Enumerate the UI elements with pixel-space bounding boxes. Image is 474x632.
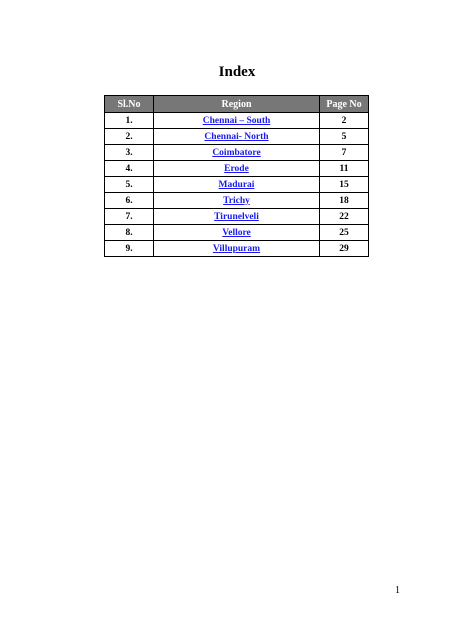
row-region-cell (154, 113, 320, 129)
row-page-no: 18 (320, 193, 369, 209)
row-page-no: 2 (320, 113, 369, 129)
header-page-no: Page No (320, 96, 369, 113)
table-row (105, 113, 369, 129)
row-slno: 2. (105, 129, 154, 145)
row-region-cell (154, 225, 320, 241)
row-page-no: 7 (320, 145, 369, 161)
table-row (105, 241, 369, 257)
table-row (105, 225, 369, 241)
row-region-cell (154, 241, 320, 257)
page-number: 1 (395, 585, 400, 596)
table-row (105, 193, 369, 209)
table-row (105, 209, 369, 225)
row-page-no: 5 (320, 129, 369, 145)
page-title: Index (218, 64, 256, 80)
region-link-chennai-south[interactable]: Chennai – South (202, 115, 271, 126)
region-link-vellore[interactable]: Vellore (222, 227, 251, 238)
row-slno: 5. (105, 177, 154, 193)
row-region-cell (154, 177, 320, 193)
header-slno: Sl.No (105, 96, 154, 113)
region-link-trichy[interactable]: Trichy (223, 195, 250, 206)
row-page-no: 15 (320, 177, 369, 193)
index-table (104, 95, 369, 257)
table-row (105, 145, 369, 161)
row-page-no: 25 (320, 225, 369, 241)
row-slno: 9. (105, 241, 154, 257)
region-link-coimbatore[interactable]: Coimbatore (212, 147, 261, 158)
row-slno: 3. (105, 145, 154, 161)
row-region-cell (154, 209, 320, 225)
region-link-villupuram[interactable]: Villupuram (212, 243, 261, 254)
row-slno: 6. (105, 193, 154, 209)
row-page-no: 11 (320, 161, 369, 177)
table-row (105, 161, 369, 177)
table-header-row (105, 96, 369, 113)
row-slno: 7. (105, 209, 154, 225)
row-region-cell (154, 161, 320, 177)
region-link-erode[interactable]: Erode (224, 163, 249, 174)
row-region-cell (154, 129, 320, 145)
row-region-cell (154, 193, 320, 209)
region-link-madurai[interactable]: Madurai (218, 179, 255, 190)
row-slno: 1. (105, 113, 154, 129)
row-page-no: 22 (320, 209, 369, 225)
row-slno: 8. (105, 225, 154, 241)
table-row (105, 129, 369, 145)
row-region-cell (154, 145, 320, 161)
row-slno: 4. (105, 161, 154, 177)
table-row (105, 177, 369, 193)
row-page-no: 29 (320, 241, 369, 257)
header-region: Region (154, 96, 320, 113)
region-link-chennai-north[interactable]: Chennai- North (204, 131, 269, 142)
region-link-tirunelveli[interactable]: Tirunelveli (214, 211, 259, 222)
